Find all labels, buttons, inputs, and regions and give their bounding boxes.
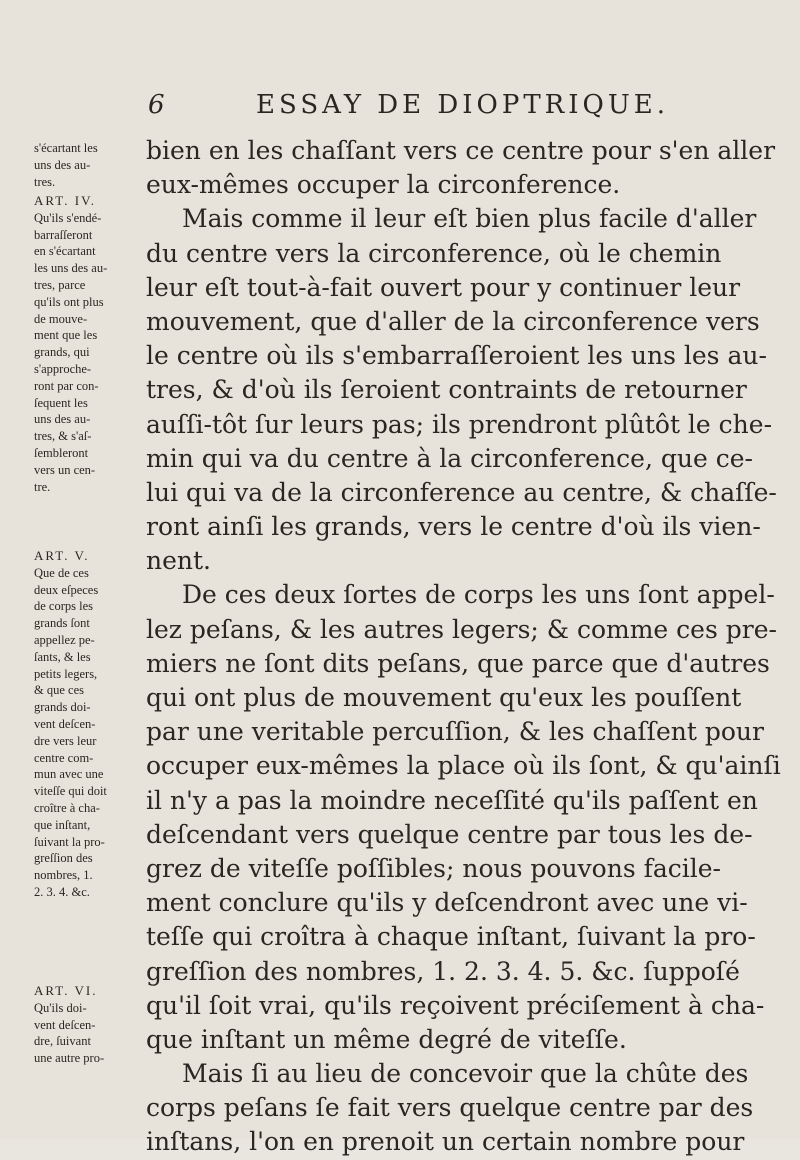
margin-note-line: croître à cha- (34, 800, 100, 815)
text-line: tres, & d'où ils ſeroient contraints de retourner (146, 375, 747, 405)
margin-note-line: viteſſe qui doit (34, 784, 107, 799)
margin-note-line: ſants, & les (34, 649, 91, 664)
text-line: auſſi-tôt ſur leurs pas; ils prendront plûtôt le che- (146, 409, 773, 439)
margin-note-ecartant (34, 140, 149, 190)
text-line: qui ont plus de mouvement qu'eux les pouſſent (146, 683, 742, 712)
margin-note-line: ront par con- (34, 378, 99, 393)
margin-note-line: tres, & s'aſ- (34, 429, 92, 444)
running-title: ESSAY DE DIOPTRIQUE. (256, 90, 669, 120)
text-line: du centre vers la circonference, où le chemin (146, 238, 722, 268)
margin-note-line: nombres, 1. (34, 868, 93, 883)
margin-note-line: dre vers leur (34, 733, 97, 748)
text-line: lez peſans, & les autres legers; & comme ces pre- (146, 614, 777, 644)
text-line: grez de viteſſe poſſibles; nous pouvons facile- (146, 853, 721, 883)
text-line: Mais ſi au lieu de concevoir que la chûte des (182, 1059, 749, 1089)
text-line: le centre où ils s'embarraſſeroient les uns les au- (146, 341, 767, 371)
margin-note-line: mun avec une (34, 767, 104, 782)
margin-note-line: tres, parce (34, 277, 86, 292)
margin-note-line: Que de ces (34, 565, 89, 580)
margin-note-line: de mouve- (34, 311, 88, 326)
margin-note-line: appellez pe- (34, 632, 95, 647)
main-text (146, 134, 781, 1160)
margin-note-line: ART. VI. (34, 983, 98, 998)
margin-note-line: centre com- (34, 750, 94, 765)
margin-note-line: 2. 3. 4. &c. (34, 884, 90, 899)
text-line: qu'il ſoit vrai, qu'ils reçoivent préciſement à cha- (146, 990, 765, 1020)
text-line: eux-mêmes occuper la circonference. (146, 170, 621, 200)
margin-note-line: s'écartant les (34, 141, 98, 155)
margin-note-line: les uns des au- (34, 261, 108, 276)
text-line: bien en les chaſſant vers ce centre pour s'en aller (146, 136, 776, 165)
margin-note-line: en s'écartant (34, 244, 96, 259)
margin-note-line: s'approche- (34, 361, 92, 376)
text-line: mouvement, que d'aller de la circonference vers (146, 306, 760, 336)
margin-note-line: Qu'ils doi- (34, 1000, 87, 1015)
running-header (148, 90, 708, 126)
text-line: leur eſt tout-à-fait ouvert pour y continuer leur (146, 272, 741, 302)
margin-note-line: grands doi- (34, 700, 91, 715)
margin-note-line: vent deſcen- (34, 1017, 96, 1032)
margin-note-line: ſuivant la pro- (34, 834, 105, 849)
margin-note-line: tre. (34, 479, 51, 494)
margin-note-line: barraſſeront (34, 227, 93, 242)
margin-note-line: uns des au- (34, 157, 91, 172)
margin-note-line: & que ces (34, 683, 84, 698)
margin-note-line: ART. V. (34, 548, 90, 563)
margin-note-line: de corps les (34, 599, 94, 614)
margin-note-line: petits legers, (34, 666, 98, 681)
margin-note-art-6 (34, 983, 149, 1067)
margin-note-line: qu'ils ont plus (34, 294, 104, 309)
text-line: deſcendant vers quelque centre par tous les de- (146, 819, 753, 849)
margin-note-line: que inſtant, (34, 817, 91, 832)
text-line: lui qui va de la circonference au centre, & chaſſe- (146, 477, 777, 507)
margin-note-line: vent deſcen- (34, 716, 96, 731)
margin-note-line: ſequent les (34, 395, 88, 410)
text-line: ment conclure qu'ils y deſcendront avec une vi- (146, 888, 748, 918)
margin-note-art-5 (34, 548, 149, 901)
text-line: que inſtant un même degré de viteſſe. (146, 1024, 627, 1054)
margin-note-line: une autre pro- (34, 1051, 105, 1066)
margin-note-art-4 (34, 193, 149, 495)
margin-note-line: Qu'ils s'endé- (34, 210, 102, 225)
text-line: occuper eux-mêmes la place où ils ſont, & qu'ainſi (146, 751, 781, 781)
text-line: il n'y a pas la moindre neceſſité qu'ils paſſent en (146, 785, 758, 815)
margin-note-line: tres. (34, 174, 56, 189)
text-line: corps peſans ſe fait vers quelque centre par des (146, 1093, 754, 1123)
margin-note-line: ment que les (34, 328, 98, 343)
margin-note-line: uns des au- (34, 412, 91, 427)
margin-note-line: greſſion des (34, 851, 93, 866)
text-line: par une veritable percuſſion, & les chaſſent pour (146, 717, 764, 747)
margin-note-line: dre, ſuivant (34, 1034, 91, 1049)
margin-note-line: grands, qui (34, 345, 90, 360)
text-line: De ces deux ſortes de corps les uns ſont appel- (182, 580, 775, 610)
margin-note-line: vers un cen- (34, 462, 96, 477)
text-line: greſſion des nombres, 1. 2. 3. 4. 5. &c. ſuppoſé (146, 956, 740, 986)
margin-note-line: grands ſont (34, 616, 90, 631)
margin-note-line: ſembleront (34, 445, 89, 460)
text-line: miers ne ſont dits peſans, que parce que d'autres (146, 648, 770, 678)
page-number: 6 (148, 90, 165, 120)
text-line: ront ainſi les grands, vers le centre d'où ils vien- (146, 512, 761, 542)
text-line: min qui va du centre à la circonference, que ce- (146, 443, 753, 473)
margin-note-line: ART. IV. (34, 193, 97, 208)
text-line: inſtans, l'on en prenoit un certain nombre pour (146, 1127, 745, 1157)
margin-note-line: deux eſpeces (34, 582, 99, 597)
text-line: teſſe qui croîtra à chaque inſtant, ſuivant la pro- (146, 922, 756, 952)
text-line: nent. (146, 546, 211, 576)
text-line: Mais comme il leur eſt bien plus facile d'aller (182, 204, 757, 234)
